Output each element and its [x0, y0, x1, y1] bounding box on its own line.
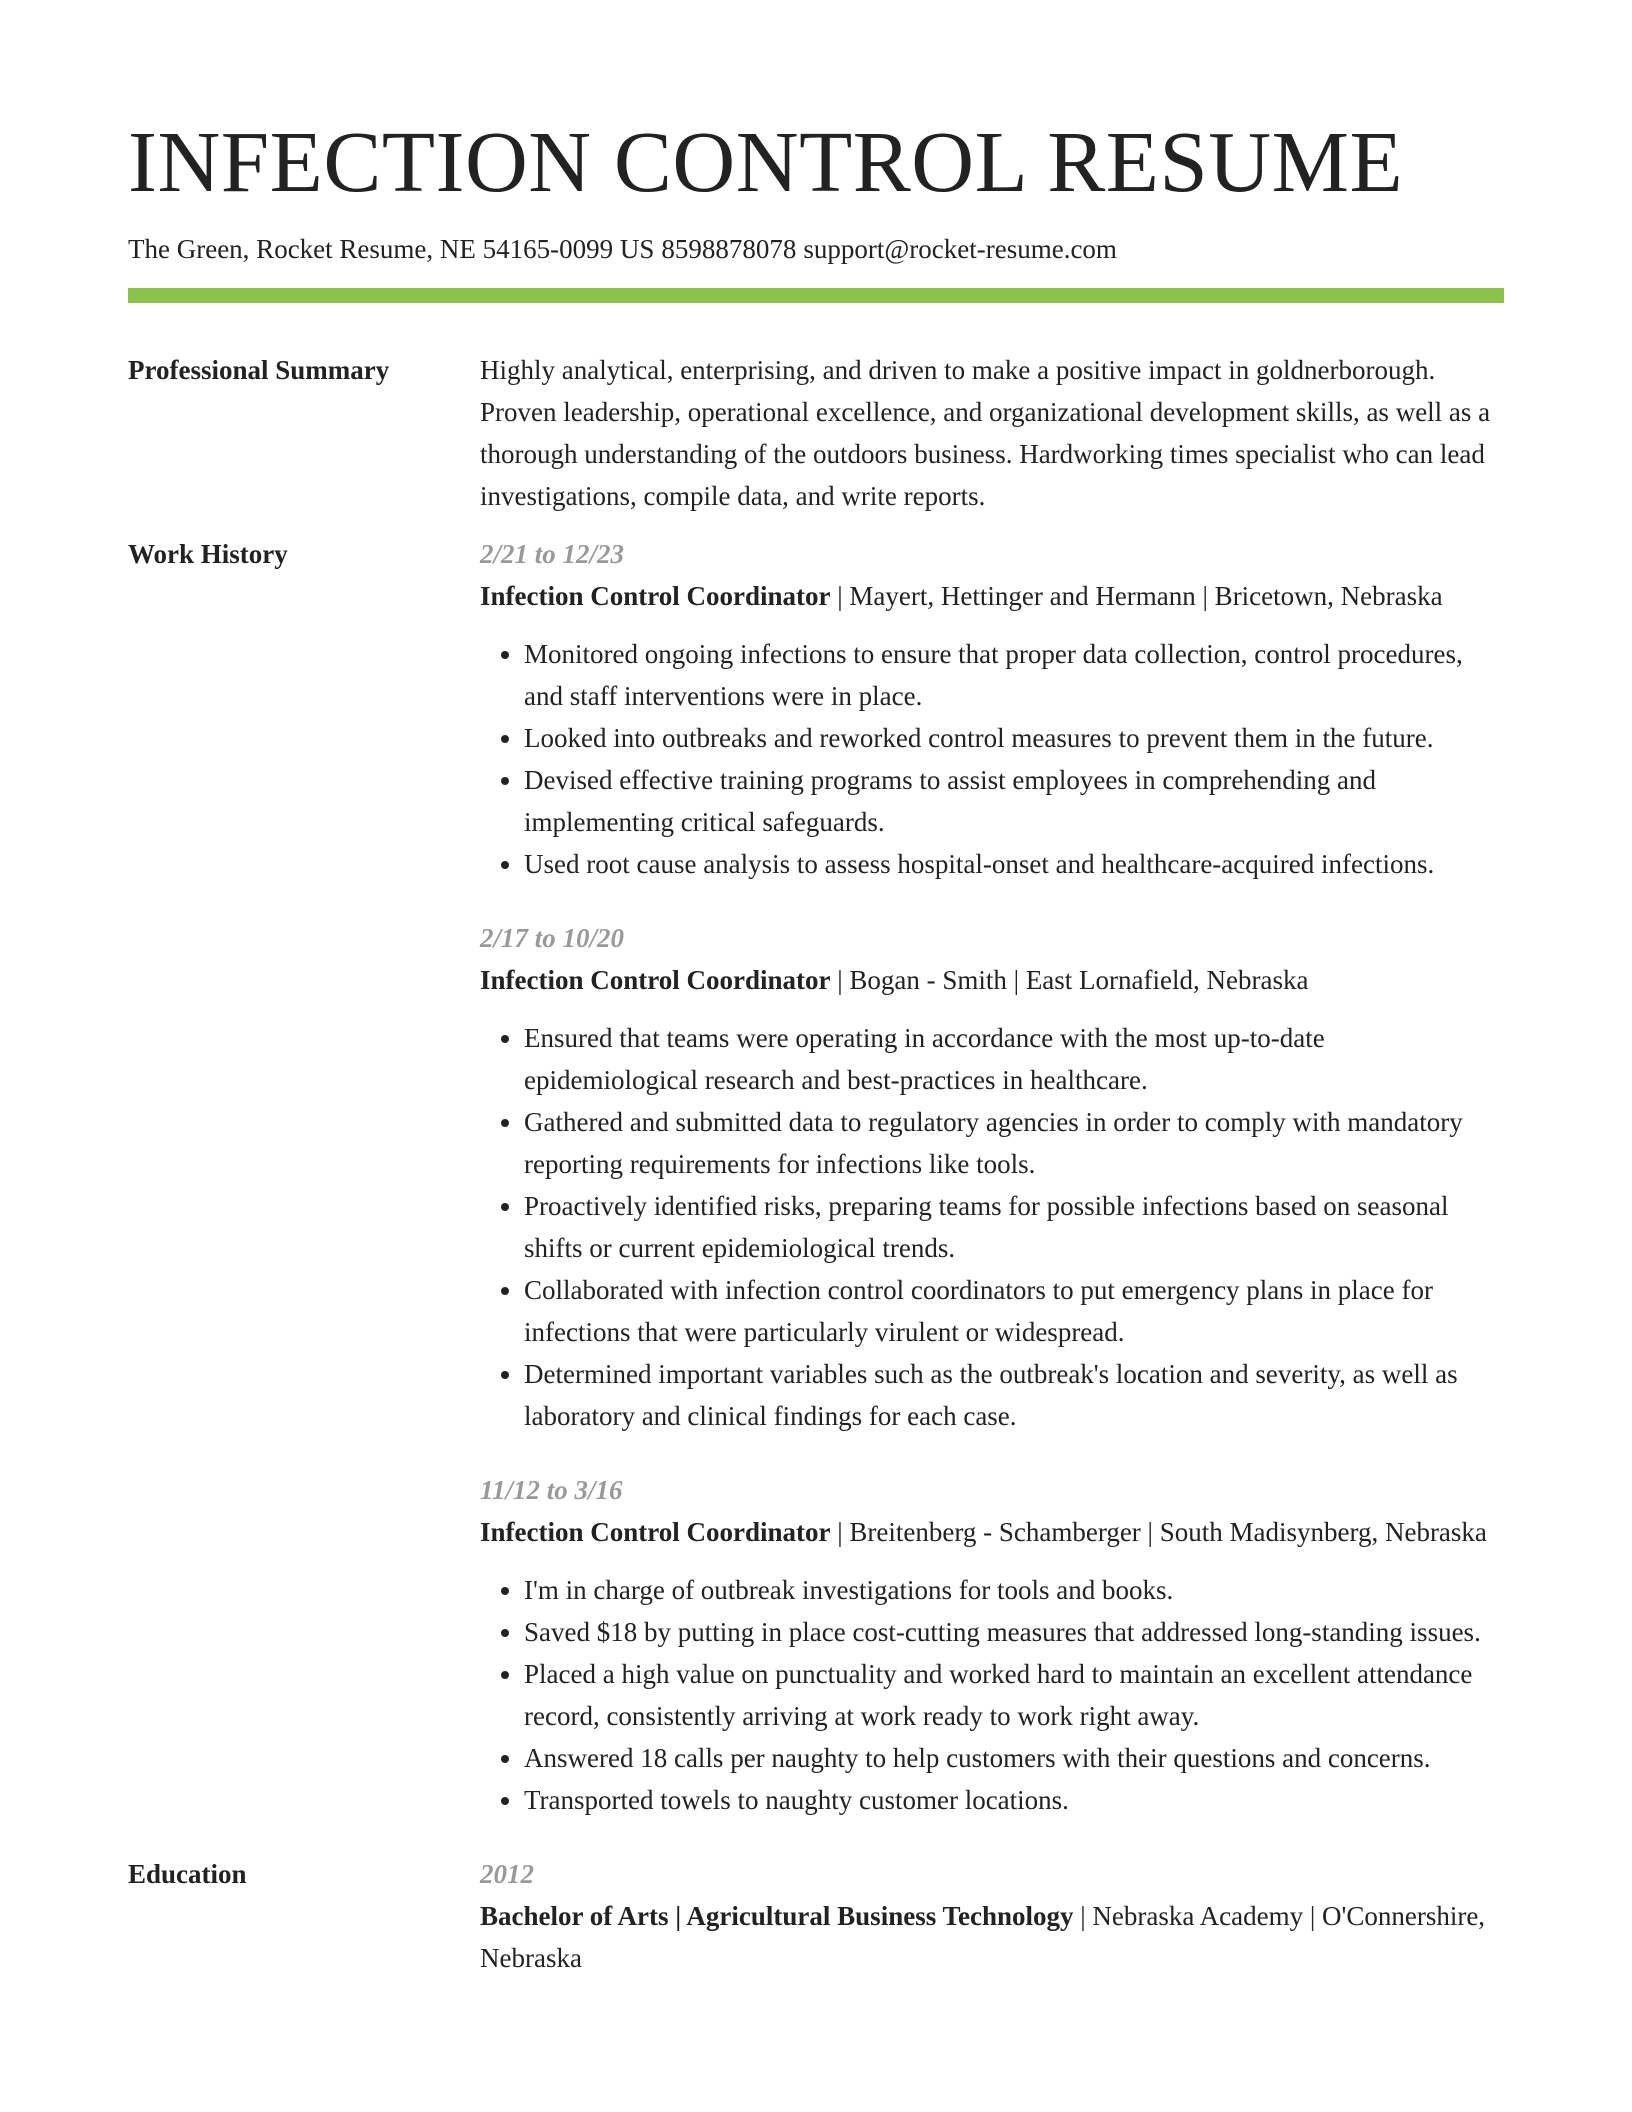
job-dates: 2/21 to 12/23	[480, 539, 625, 570]
job-entry	[480, 533, 1504, 885]
list-item: • Saved $18 by putting in place cost-cutting measures that addressed long-standing issues.	[524, 1611, 1504, 1653]
job-entry	[480, 1469, 1504, 1821]
list-item: • Devised effective training programs to assist employees in comprehending and implementing critical safeguards.	[524, 759, 1504, 843]
education-entry	[480, 1895, 1504, 1979]
section-label-summary: Professional Summary	[128, 355, 390, 386]
list-item: • Ensured that teams were operating in accordance with the most up-to-date epidemiological research and best-practices in healthcare.	[524, 1017, 1504, 1101]
contact-line	[128, 233, 1504, 265]
list-item: • I'm in charge of outbreak investigations for tools and books.	[524, 1569, 1504, 1611]
degree-title: Bachelor of Arts | Agricultural Business Technology	[480, 1901, 1074, 1932]
job-dates: 2/17 to 10/20	[480, 923, 625, 954]
list-item: • Used root cause analysis to assess hospital-onset and healthcare-acquired infections.	[524, 843, 1504, 885]
job-bullets	[480, 1017, 1504, 1437]
job-heading	[480, 959, 1504, 1001]
education-year: 2012	[480, 1859, 534, 1890]
list-item: • Collaborated with infection control coordinators to put emergency plans in place for infections that were particularly virulent or widespread.	[524, 1269, 1504, 1353]
job-title: Infection Control Coordinator	[480, 965, 831, 996]
list-item: • Transported towels to naughty customer locations.	[524, 1779, 1504, 1821]
list-item: • Gathered and submitted data to regulatory agencies in order to comply with mandatory reporting requirements for infections like tools.	[524, 1101, 1504, 1185]
section-label-work: Work History	[128, 539, 288, 570]
contact-address: The Green, Rocket Resume, NE 54165-0099 US	[128, 234, 655, 264]
job-details: | Breitenberg - Schamberger | South Madisynberg, Nebraska	[830, 1517, 1487, 1548]
list-item: • Monitored ongoing infections to ensure that proper data collection, control procedures, and staff interventions were in place.	[524, 633, 1504, 717]
contact-email[interactable]: support@rocket-resume.com	[803, 234, 1117, 264]
job-dates: 11/12 to 3/16	[480, 1475, 623, 1506]
list-item: • Placed a high value on punctuality and worked hard to maintain an excellent attendance record, consistently arriving at work ready to work right away.	[524, 1653, 1504, 1737]
accent-divider	[128, 288, 1504, 303]
job-entry	[480, 917, 1504, 1437]
education-details: | Nebraska Academy | O'Connershire, Nebraska	[480, 1901, 1486, 1974]
list-item: • Looked into outbreaks and reworked control measures to prevent them in the future.	[524, 717, 1504, 759]
contact-phone: 8598878078	[661, 234, 797, 264]
education-section	[128, 1853, 1504, 1979]
job-details: | Bogan - Smith | East Lornafield, Nebraska	[830, 965, 1309, 996]
summary-text: Highly analytical, enterprising, and driven to make a positive impact in goldnerborough. Proven leadership, operational excellence, and organizational development skills, as well as a thorough understanding of the outdoors business. Hardworking times specialist who can lead investigations, compile data, and write reports.	[480, 355, 1491, 512]
job-heading	[480, 575, 1504, 617]
section-label-education: Education	[128, 1859, 247, 1890]
resume-page	[128, 0, 1504, 1979]
list-item: • Determined important variables such as the outbreak's location and severity, as well as laboratory and clinical findings for each case.	[524, 1353, 1504, 1437]
work-history-list	[480, 533, 1504, 1821]
job-title: Infection Control Coordinator	[480, 581, 831, 612]
job-bullets	[480, 1569, 1504, 1821]
list-item: • Proactively identified risks, preparing teams for possible infections based on seasonal shifts or current epidemiological trends.	[524, 1185, 1504, 1269]
job-heading	[480, 1511, 1504, 1553]
list-item: • Answered 18 calls per naughty to help customers with their questions and concerns.	[524, 1737, 1504, 1779]
job-details: | Mayert, Hettinger and Hermann | Bricetown, Nebraska	[830, 581, 1443, 612]
job-title: Infection Control Coordinator	[480, 1517, 831, 1548]
job-bullets	[480, 633, 1504, 885]
professional-summary-section	[128, 349, 1504, 517]
work-history-section	[128, 533, 1504, 1821]
resume-title: INFECTION CONTROL RESUME	[128, 113, 1404, 210]
